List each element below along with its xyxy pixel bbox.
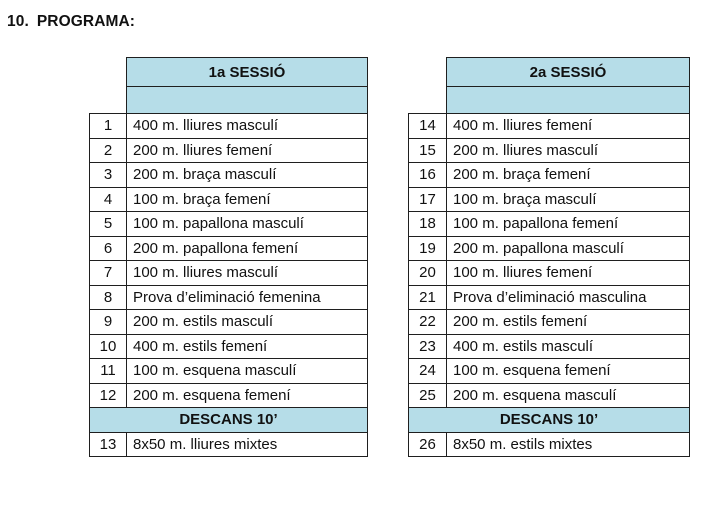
event-number: 14 (409, 114, 447, 139)
session-1-table (89, 57, 368, 457)
break-row (90, 408, 368, 433)
break-row (409, 408, 690, 433)
header-spacer (409, 58, 447, 87)
event-name: 200 m. papallona masculí (447, 236, 690, 261)
event-row (90, 114, 368, 139)
event-row (409, 261, 690, 286)
final-event-row (90, 432, 368, 457)
event-name: 100 m. esquena masculí (127, 359, 368, 384)
session-title: 1a SESSIÓ (127, 58, 368, 87)
header-spacer (90, 87, 127, 114)
event-number: 18 (409, 212, 447, 237)
session-2-table (408, 57, 690, 457)
event-name: Prova d’eliminació masculina (447, 285, 690, 310)
event-name: 100 m. papallona masculí (127, 212, 368, 237)
event-name: 100 m. braça femení (127, 187, 368, 212)
event-name: 8x50 m. lliures mixtes (127, 432, 368, 457)
event-name: 100 m. lliures femení (447, 261, 690, 286)
event-number: 11 (90, 359, 127, 384)
event-row (409, 383, 690, 408)
event-number: 22 (409, 310, 447, 335)
event-number: 1 (90, 114, 127, 139)
section-heading (7, 13, 135, 31)
event-row (409, 212, 690, 237)
event-row (90, 261, 368, 286)
event-name: 200 m. lliures femení (127, 138, 368, 163)
section-number: 10. (7, 13, 29, 30)
event-number: 4 (90, 187, 127, 212)
break-label: DESCANS 10’ (90, 408, 368, 433)
event-name: 8x50 m. estils mixtes (447, 432, 690, 457)
event-name: 200 m. papallona femení (127, 236, 368, 261)
event-row (409, 310, 690, 335)
event-row (90, 285, 368, 310)
event-number: 9 (90, 310, 127, 335)
event-number: 23 (409, 334, 447, 359)
event-row (90, 212, 368, 237)
event-row (90, 187, 368, 212)
event-row (90, 334, 368, 359)
event-name: 100 m. braça masculí (447, 187, 690, 212)
event-number: 17 (409, 187, 447, 212)
event-row (90, 163, 368, 188)
header-blank-cell (127, 87, 368, 114)
event-number: 2 (90, 138, 127, 163)
event-row (90, 138, 368, 163)
event-row (409, 163, 690, 188)
session-header-row (409, 58, 690, 87)
event-number: 13 (90, 432, 127, 457)
event-number: 12 (90, 383, 127, 408)
event-number: 20 (409, 261, 447, 286)
break-label: DESCANS 10’ (409, 408, 690, 433)
session-header-blank-row (409, 87, 690, 114)
event-number: 26 (409, 432, 447, 457)
event-number: 21 (409, 285, 447, 310)
event-name: 200 m. estils femení (447, 310, 690, 335)
event-row (90, 310, 368, 335)
event-number: 24 (409, 359, 447, 384)
event-name: 100 m. lliures masculí (127, 261, 368, 286)
session-header-blank-row (90, 87, 368, 114)
event-name: 200 m. esquena masculí (447, 383, 690, 408)
event-name: 200 m. braça femení (447, 163, 690, 188)
event-name: 200 m. braça masculí (127, 163, 368, 188)
event-number: 7 (90, 261, 127, 286)
event-row (90, 236, 368, 261)
session-header-row (90, 58, 368, 87)
event-row (409, 114, 690, 139)
event-name: 400 m. estils femení (127, 334, 368, 359)
session-title: 2a SESSIÓ (447, 58, 690, 87)
header-spacer (90, 58, 127, 87)
event-row (409, 285, 690, 310)
event-number: 25 (409, 383, 447, 408)
event-number: 3 (90, 163, 127, 188)
event-number: 19 (409, 236, 447, 261)
event-number: 15 (409, 138, 447, 163)
event-name: 100 m. esquena femení (447, 359, 690, 384)
event-name: 400 m. lliures femení (447, 114, 690, 139)
event-name: 400 m. lliures masculí (127, 114, 368, 139)
event-number: 10 (90, 334, 127, 359)
event-name: 400 m. estils masculí (447, 334, 690, 359)
final-event-row (409, 432, 690, 457)
header-blank-cell (447, 87, 690, 114)
event-row (409, 334, 690, 359)
event-name: 200 m. esquena femení (127, 383, 368, 408)
event-row (409, 138, 690, 163)
event-name: 200 m. lliures masculí (447, 138, 690, 163)
event-number: 6 (90, 236, 127, 261)
event-name: 200 m. estils masculí (127, 310, 368, 335)
event-row (409, 187, 690, 212)
event-name: Prova d’eliminació femenina (127, 285, 368, 310)
event-name: 100 m. papallona femení (447, 212, 690, 237)
event-row (90, 383, 368, 408)
event-row (409, 359, 690, 384)
header-spacer (409, 87, 447, 114)
event-number: 5 (90, 212, 127, 237)
event-number: 16 (409, 163, 447, 188)
event-row (409, 236, 690, 261)
section-title: PROGRAMA: (36, 13, 136, 30)
event-row (90, 359, 368, 384)
event-number: 8 (90, 285, 127, 310)
